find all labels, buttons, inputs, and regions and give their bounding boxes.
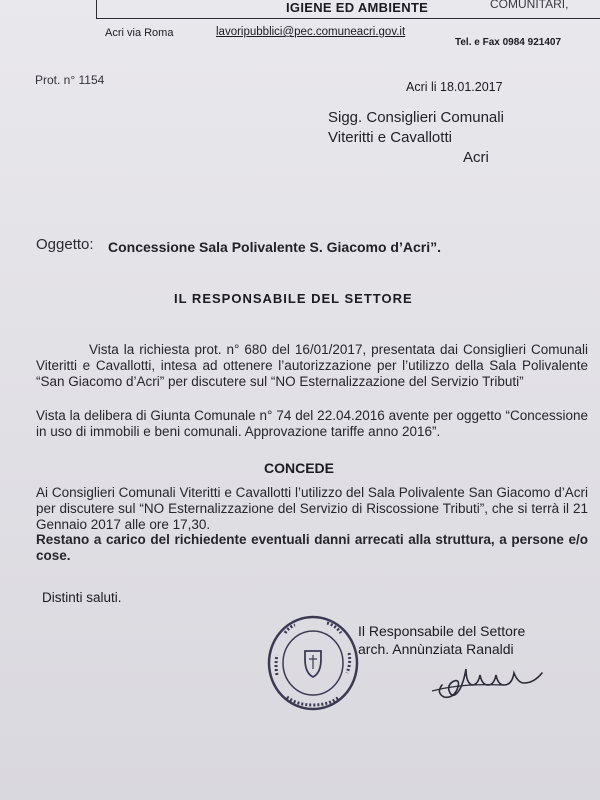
- protocol-number: Prot. n° 1154: [35, 73, 105, 87]
- body-paragraph-grant: Ai Consiglieri Comunali Viteritti e Cavallotti l’utilizzo del Sala Polivalente San Giacomo d’Acri per discutere sul “NO Esternalizzazione del Servizio di Riscossione Tributi”, che si terrà il 21 Gennaio 2017 alle ore 17,30.: [36, 485, 588, 532]
- department-name-cut: COMUNITARI,: [490, 0, 569, 11]
- addressee-line: Acri: [463, 149, 489, 166]
- addressee-block: [328, 108, 504, 168]
- signer-name: arch. Annùnziata Ranaldi: [358, 641, 514, 657]
- handwritten-signature-icon: [428, 655, 568, 703]
- closing-greeting: Distinti saluti.: [42, 590, 122, 605]
- official-stamp-icon: [265, 613, 361, 713]
- signer-title: Il Responsabile del Settore: [358, 623, 526, 639]
- grant-heading: CONCEDE: [264, 460, 335, 476]
- department-name: IGIENE ED AMBIENTE: [286, 0, 429, 15]
- addressee-line: Sigg. Consiglieri Comunali: [328, 109, 504, 126]
- body-paragraph-resolution: Vista la delibera di Giunta Comunale n° 74 del 22.04.2016 avente per oggetto “Concessione in uso di immobili e beni comunali. Approvazione tariffe anno 2016”.: [36, 408, 588, 439]
- office-address: Acri via Roma: [105, 27, 174, 39]
- office-email-link[interactable]: lavoripubblici@pec.comuneacri.gov.it: [216, 26, 406, 38]
- section-heading: IL RESPONSABILE DEL SETTORE: [174, 291, 413, 306]
- body-paragraph-request: Vista la richiesta prot. n° 680 del 16/01/2017, presentata dai Consiglieri Comunali Viteritti e Cavallotti, intesa ad ottenere l’autorizzazione per l’utilizzo della Sala Polivalente “San Giacomo d’Acri” per discutere sul “NO Esternalizzazione del Servizio Tributi”: [36, 342, 588, 389]
- body-paragraph-liability: Restano a carico del richiedente eventuali danni arrecati alla struttura, a persone e/o cose.: [36, 532, 588, 563]
- header-divider: [96, 0, 97, 19]
- subject-label: Oggetto:: [36, 236, 94, 253]
- subject-text: Concessione Sala Polivalente S. Giacomo d’Acri”.: [108, 239, 441, 255]
- office-phone: Tel. e Fax 0984 921407: [455, 37, 562, 48]
- addressee-line: Viteritti e Cavallotti: [328, 129, 452, 146]
- letter-date: Acri li 18.01.2017: [406, 80, 503, 94]
- signer-block: [358, 622, 525, 658]
- header-rule: [97, 18, 600, 19]
